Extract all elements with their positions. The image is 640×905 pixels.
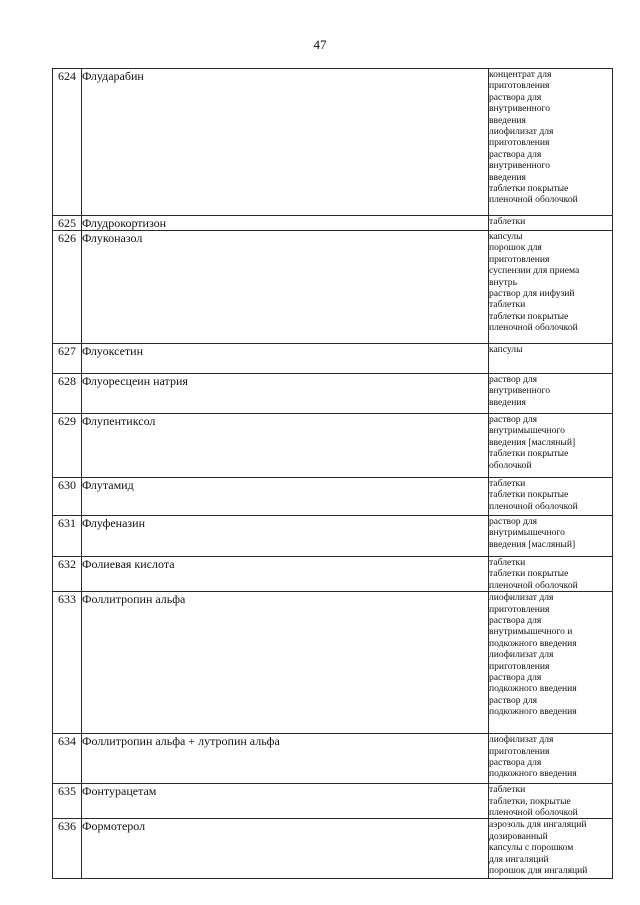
row-number: 626 (53, 231, 82, 344)
dosage-form-line: внутримышечного (489, 425, 565, 437)
dosage-form-line: внутривенного (489, 103, 550, 115)
dosage-form-line: концентрат для (489, 69, 552, 80)
table-row (53, 374, 613, 414)
table-row (53, 478, 613, 516)
drug-name: Флуфеназин (82, 516, 489, 557)
dosage-form-line: дозированный (489, 830, 548, 842)
dosage-forms (489, 216, 613, 231)
drug-name: Флуоксетин (82, 344, 489, 374)
table-row (53, 734, 613, 784)
dosage-form-line: пленочной оболочкой (489, 194, 578, 206)
dosage-form-line: подкожного введения (489, 683, 577, 695)
dosage-form-line: оболочкой (489, 459, 532, 471)
table-row (53, 69, 613, 216)
dosage-forms (489, 414, 613, 478)
dosage-forms (489, 231, 613, 344)
dosage-form-line: внутривенного (489, 385, 550, 397)
dosage-form-line: раствора для (489, 615, 542, 627)
dosage-form-line: капсулы с порошком (489, 842, 574, 854)
row-number: 624 (53, 69, 82, 216)
dosage-form-line: введения [масляный] (489, 538, 576, 550)
drug-table (52, 68, 613, 879)
dosage-forms (489, 557, 613, 592)
table-row (53, 231, 613, 344)
dosage-form-line: капсулы (489, 344, 523, 355)
dosage-form-line: приготовления (489, 603, 550, 615)
drug-name: Флупентиксол (82, 414, 489, 478)
dosage-forms (489, 344, 613, 374)
table-row (53, 344, 613, 374)
table-row (53, 516, 613, 557)
dosage-form-line: раствор для (489, 694, 538, 706)
row-number: 635 (53, 784, 82, 819)
dosage-form-line: лиофилизат для (489, 126, 554, 138)
page-number: 47 (313, 37, 327, 52)
dosage-forms (489, 592, 613, 734)
row-number: 628 (53, 374, 82, 414)
dosage-form-line: суспензии для приема (489, 265, 580, 277)
dosage-form-line: раствор для (489, 516, 538, 527)
drug-name: Флуоресцеин натрия (82, 374, 489, 414)
dosage-form-line: таблетки (489, 478, 526, 489)
dosage-form-line: раствора для (489, 672, 542, 684)
dosage-form-line: таблетки покрытые (489, 183, 569, 195)
dosage-form-line: пленочной оболочкой (489, 500, 578, 512)
dosage-forms (489, 374, 613, 414)
drug-name: Фоллитропин альфа (82, 592, 489, 734)
dosage-form-line: внутрь (489, 276, 517, 288)
dosage-form-line: раствор для (489, 374, 538, 385)
dosage-form-line: подкожного введения (489, 706, 577, 718)
dosage-form-line: раствор для инфузий (489, 288, 575, 300)
dosage-form-line: внутримышечного и (489, 626, 573, 638)
dosage-form-line: таблетки покрытые (489, 448, 569, 460)
dosage-form-line: приготовления (489, 660, 550, 672)
dosage-form-line: введения (489, 114, 526, 126)
dosage-form-line: подкожного введения (489, 768, 577, 780)
dosage-form-line: раствора для (489, 91, 542, 103)
drug-name: Фоллитропин альфа + лутропин альфа (82, 734, 489, 784)
table-row (53, 592, 613, 734)
table-row (53, 557, 613, 592)
dosage-forms (489, 819, 613, 879)
row-number: 636 (53, 819, 82, 879)
dosage-form-line: таблетки (489, 216, 526, 227)
dosage-forms (489, 478, 613, 516)
dosage-form-line: введения [масляный] (489, 436, 576, 448)
dosage-forms (489, 516, 613, 557)
dosage-form-line: приготовления (489, 137, 550, 149)
row-number: 633 (53, 592, 82, 734)
table-row (53, 784, 613, 819)
dosage-forms (489, 734, 613, 784)
dosage-form-line: введения (489, 396, 526, 408)
dosage-form-line: приготовления (489, 80, 550, 92)
dosage-form-line: таблетки покрытые (489, 310, 569, 322)
drug-name: Флутамид (82, 478, 489, 516)
dosage-form-line: лиофилизат для (489, 734, 554, 746)
dosage-form-line: таблетки (489, 557, 526, 568)
dosage-form-line: подкожного введения (489, 637, 577, 649)
row-number: 634 (53, 734, 82, 784)
drug-name: Фонтурацетам (82, 784, 489, 819)
row-number: 631 (53, 516, 82, 557)
dosage-form-line: таблетки покрытые (489, 568, 569, 580)
dosage-form-line: порошок для (489, 242, 542, 254)
drug-name: Флударабин (82, 69, 489, 216)
row-number: 630 (53, 478, 82, 516)
dosage-form-line: таблетки (489, 784, 526, 796)
dosage-form-line: для ингаляций (489, 853, 549, 865)
dosage-form-line: внутримышечного (489, 527, 565, 539)
table-body (53, 69, 613, 879)
dosage-form-line: пленочной оболочкой (489, 322, 578, 334)
dosage-forms (489, 69, 613, 216)
table-row (53, 216, 613, 231)
dosage-form-line: таблетки (489, 299, 526, 311)
dosage-form-line: лиофилизат для (489, 592, 554, 604)
table-row (53, 414, 613, 478)
dosage-form-line: капсулы (489, 231, 523, 242)
dosage-form-line: внутривенного (489, 160, 550, 172)
drug-name: Формотерол (82, 819, 489, 879)
dosage-form-line: пленочной оболочкой (489, 807, 578, 819)
dosage-form-line: таблетки, покрытые (489, 795, 571, 807)
dosage-form-line: раствор для (489, 414, 538, 425)
row-number: 627 (53, 344, 82, 374)
dosage-forms (489, 784, 613, 819)
dosage-form-line: лиофилизат для (489, 649, 554, 661)
drug-name: Фолиевая кислота (82, 557, 489, 592)
dosage-form-line: пленочной оболочкой (489, 579, 578, 591)
dosage-form-line: раствора для (489, 148, 542, 160)
row-number: 625 (53, 216, 82, 231)
dosage-form-line: приготовления (489, 253, 550, 265)
row-number: 632 (53, 557, 82, 592)
dosage-form-line: приготовления (489, 745, 550, 757)
dosage-form-line: введения (489, 171, 526, 183)
dosage-form-line: таблетки покрытые (489, 489, 569, 501)
drug-name: Флудрокортизон (82, 216, 489, 231)
drug-name: Флуконазол (82, 231, 489, 344)
row-number: 629 (53, 414, 82, 478)
dosage-form-line: порошок для ингаляций (489, 865, 588, 877)
dosage-form-line: аэрозоль для ингаляций (489, 819, 587, 831)
table-row (53, 819, 613, 879)
dosage-form-line: раствора для (489, 757, 542, 769)
